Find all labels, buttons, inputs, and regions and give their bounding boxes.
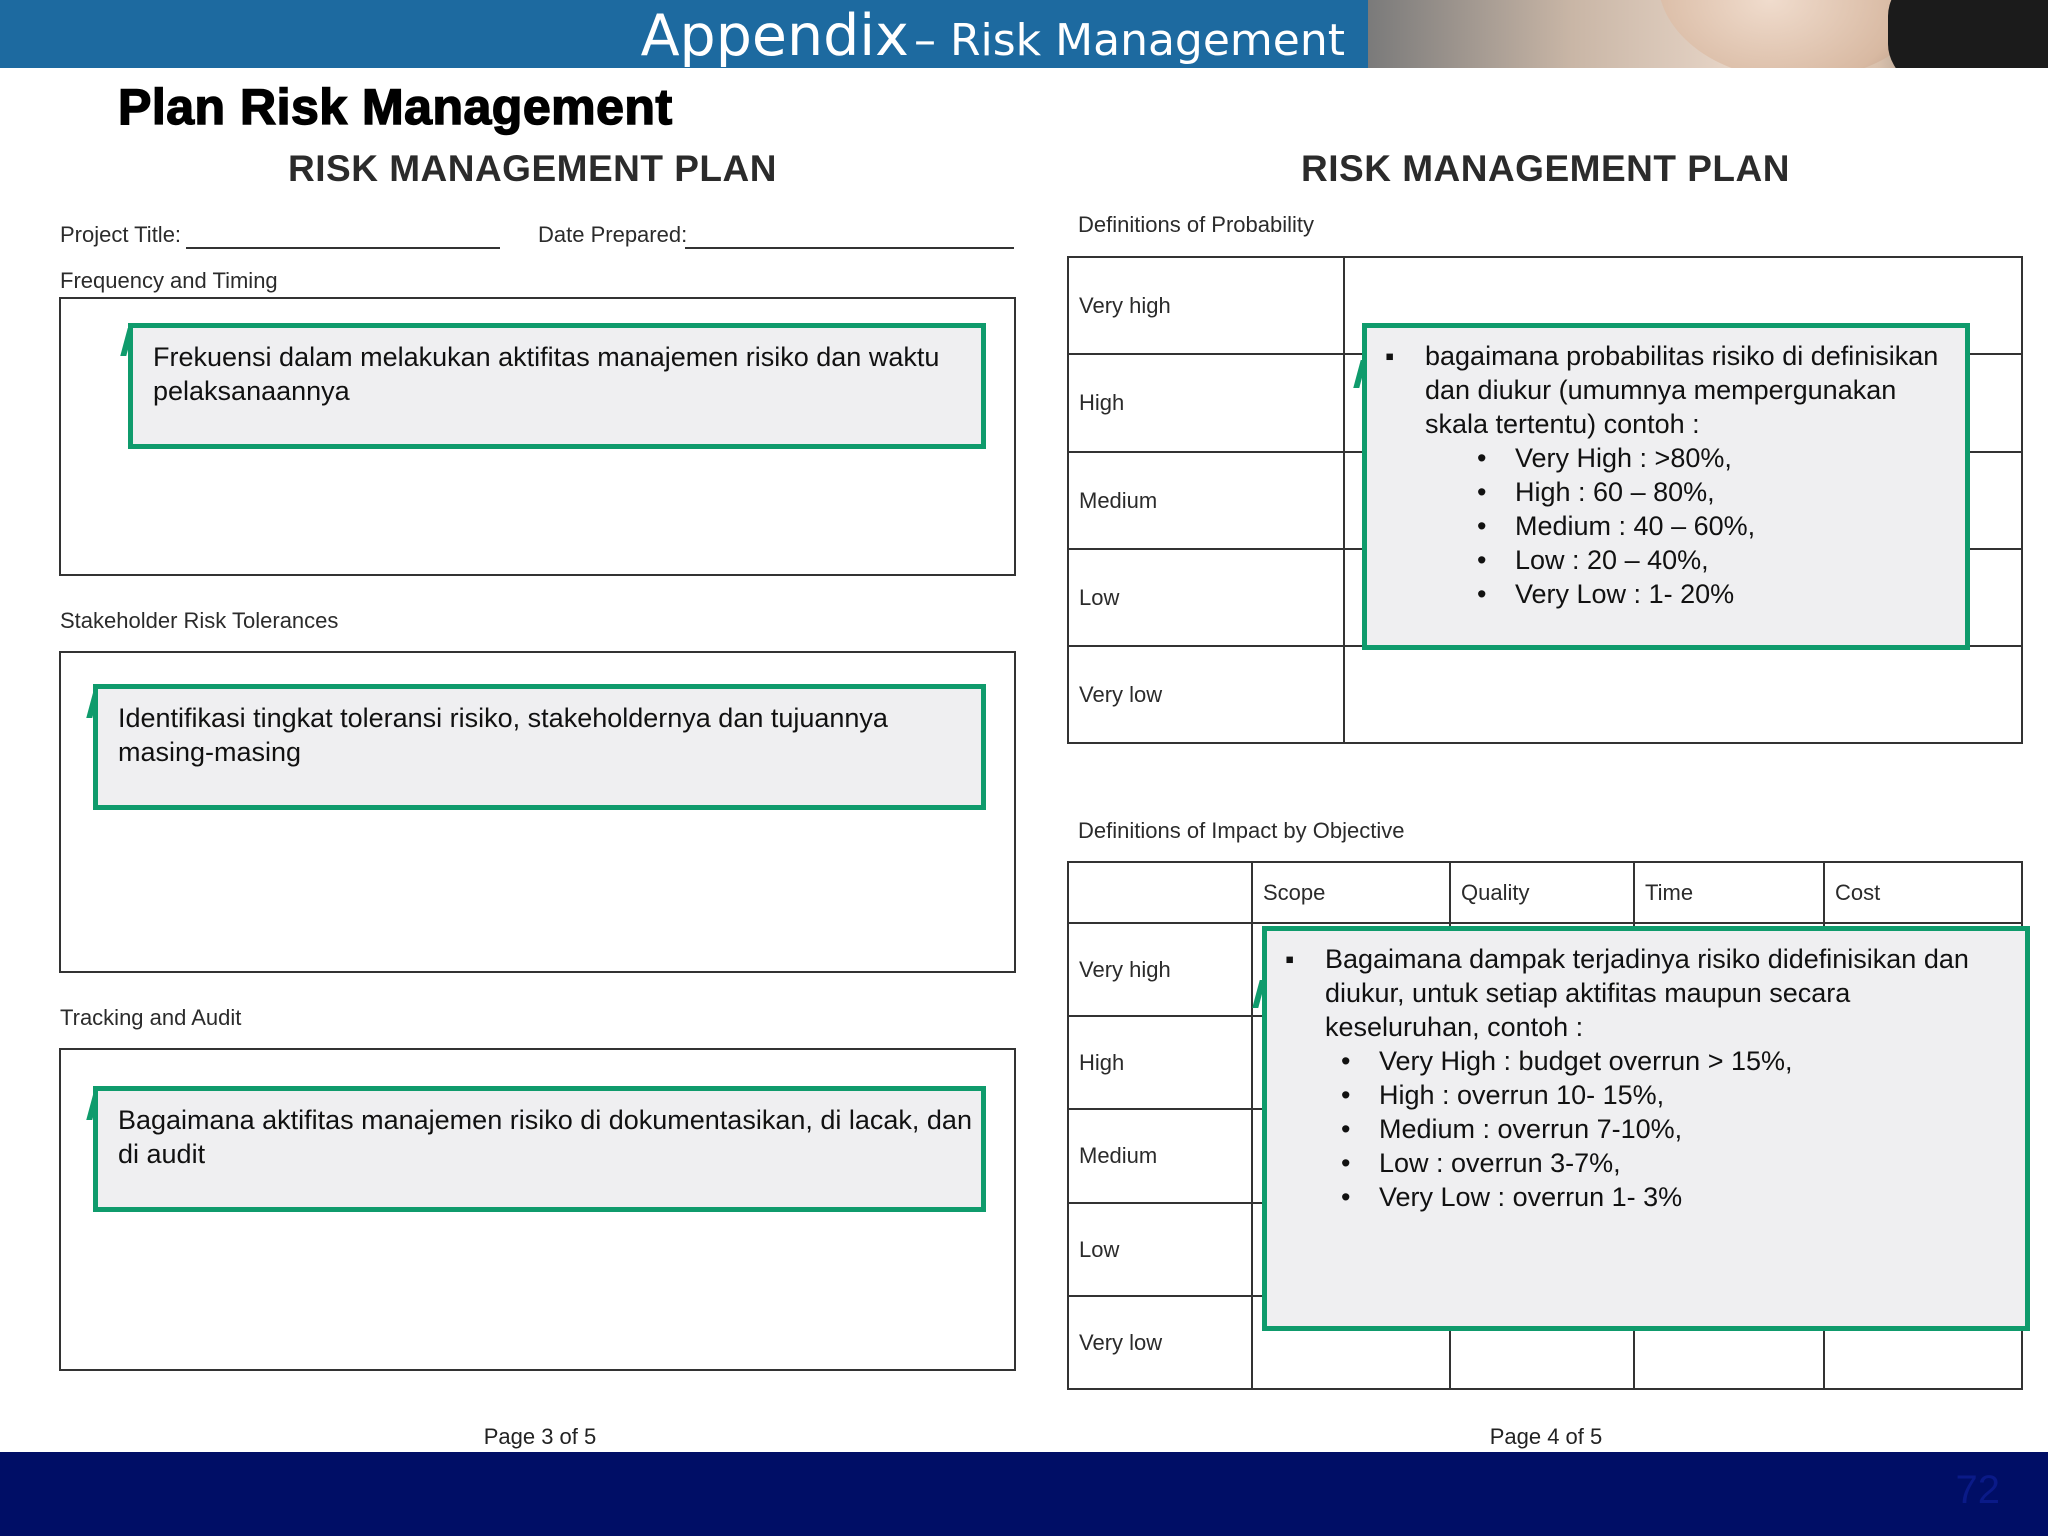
impact-corner-cell <box>1068 862 1252 923</box>
tracking-audit-note-text: Bagaimana aktifitas manajemen risiko di dokumentasikan, di lacak, dan di audit <box>118 1105 972 1169</box>
impact-scale-item: • Low : overrun 3-7%, <box>1341 1146 2005 1180</box>
probability-row-label: Medium <box>1068 452 1344 549</box>
probability-note-intro: ▪ bagaimana probabilitas risiko di definisikan dan diukur (umumnya mempergunakan skala tertentu) contoh : <box>1377 339 1945 441</box>
probability-row-label: Low <box>1068 549 1344 646</box>
header-title <box>0 0 1345 68</box>
probability-definition-cell <box>1344 646 2022 743</box>
impact-note-list <box>1277 942 2005 1044</box>
stakeholder-tolerances-label: Stakeholder Risk Tolerances <box>60 608 339 633</box>
footer-bar <box>0 1452 2048 1536</box>
impact-column-header: Cost <box>1824 862 2022 923</box>
impact-row-label: Low <box>1068 1203 1252 1296</box>
left-form-heading: RISK MANAGEMENT PLAN <box>288 148 777 189</box>
project-title-line <box>186 247 500 249</box>
frequency-timing-label: Frequency and Timing <box>60 268 278 293</box>
probability-scale-item: • Very High : >80%, <box>1477 441 1945 475</box>
impact-scale-item: • High : overrun 10- 15%, <box>1341 1078 2005 1112</box>
impact-column-header: Scope <box>1252 862 1450 923</box>
left-page-label: Page 3 of 5 <box>483 1424 597 1449</box>
impact-label: Definitions of Impact by Objective <box>1078 818 1405 843</box>
probability-row-label: High <box>1068 354 1344 452</box>
probability-scale-item: • Medium : 40 – 60%, <box>1477 509 1945 543</box>
stakeholder-tolerances-note <box>93 684 986 810</box>
date-prepared-line <box>685 247 1014 249</box>
header-photo <box>1368 0 2048 68</box>
date-prepared-label: Date Prepared: <box>538 222 688 247</box>
tracking-audit-note <box>93 1086 986 1212</box>
impact-note <box>1262 926 2030 1331</box>
impact-row-label: High <box>1068 1016 1252 1109</box>
impact-row-label: Medium <box>1068 1109 1252 1203</box>
right-page-label: Page 4 of 5 <box>1489 1424 1603 1449</box>
probability-scale-list <box>1377 441 1945 611</box>
right-form-heading: RISK MANAGEMENT PLAN <box>1301 148 1790 189</box>
probability-scale-item: • High : 60 – 80%, <box>1477 475 1945 509</box>
impact-scale-item: • Medium : overrun 7-10%, <box>1341 1112 2005 1146</box>
impact-scale-list <box>1277 1044 2005 1214</box>
project-title-label: Project Title: <box>60 222 182 247</box>
tracking-audit-label: Tracking and Audit <box>60 1005 242 1030</box>
slide-title: Plan Risk Management <box>118 79 673 135</box>
probability-note <box>1362 323 1970 650</box>
header-title-main: Appendix <box>640 3 909 69</box>
probability-note-list <box>1377 339 1945 441</box>
probability-label: Definitions of Probability <box>1078 212 1315 237</box>
impact-scale-item: • Very Low : overrun 1- 3% <box>1341 1180 2005 1214</box>
impact-note-intro: ▪ Bagaimana dampak terjadinya risiko didefinisikan dan diukur, untuk setiap aktifitas maupun secara keseluruhan, contoh : <box>1277 942 2005 1044</box>
impact-column-header: Time <box>1634 862 1824 923</box>
stakeholder-tolerances-note-text: Identifikasi tingkat toleransi risiko, stakeholdernya dan tujuannya masing-masing <box>118 703 888 767</box>
frequency-timing-note <box>128 323 986 449</box>
probability-row-label: Very high <box>1068 257 1344 354</box>
header-title-sub: – Risk Management <box>913 15 1345 66</box>
probability-row-label: Very low <box>1068 646 1344 743</box>
frequency-timing-note-text: Frekuensi dalam melakukan aktifitas manajemen risiko dan waktu pelaksanaannya <box>153 342 940 406</box>
probability-scale-item: • Very Low : 1- 20% <box>1477 577 1945 611</box>
impact-row-label: Very high <box>1068 923 1252 1016</box>
impact-column-header: Quality <box>1450 862 1634 923</box>
slide-number: 72 <box>1955 1468 2000 1512</box>
impact-row-label: Very low <box>1068 1296 1252 1389</box>
probability-scale-item: • Low : 20 – 40%, <box>1477 543 1945 577</box>
hair-image <box>1888 0 2048 68</box>
impact-scale-item: • Very High : budget overrun > 15%, <box>1341 1044 2005 1078</box>
